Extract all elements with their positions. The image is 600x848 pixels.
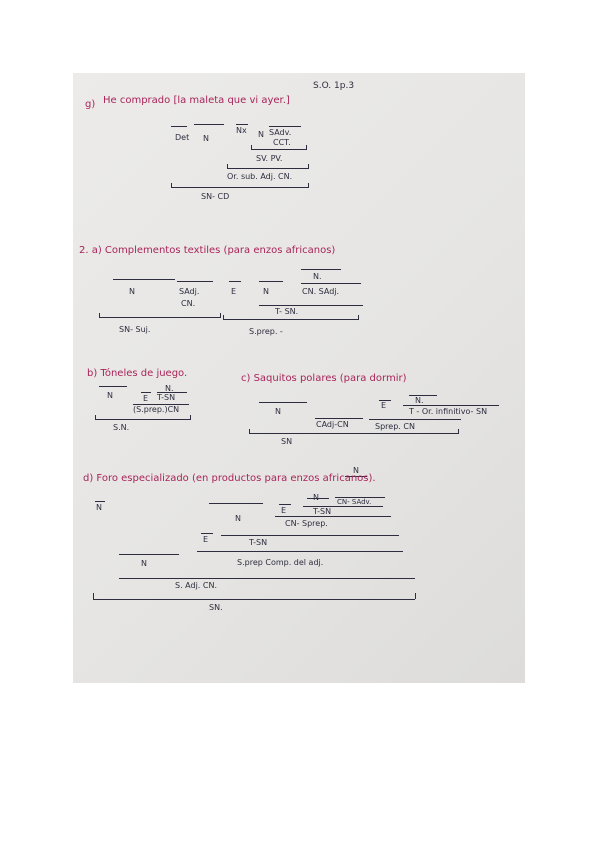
d-e1-bar (279, 504, 291, 505)
ex2-e-bar (229, 281, 241, 282)
d-sn-bar (93, 599, 415, 600)
b-spcn: (S.prep.)CN (133, 405, 180, 414)
ex2-snsuj: SN- Suj. (119, 325, 151, 334)
g-nx-bar (236, 124, 248, 125)
d-e2-bar (201, 533, 213, 534)
d-e2: E (203, 535, 209, 544)
g-n2: N (258, 130, 264, 139)
ex2-snsuj-bracket (99, 313, 221, 318)
d-n-sub-bar (307, 498, 329, 499)
ex2-cn: CN. (181, 299, 196, 308)
c-sn: SN (281, 437, 293, 446)
d-tsn1: T-SN (313, 507, 332, 516)
d-n-low: N (141, 559, 147, 568)
g-n-bar (194, 124, 224, 125)
d-tsn2-bar (221, 535, 399, 536)
g-orsub-bracket (227, 164, 309, 169)
g-n: N (203, 134, 209, 143)
g-sadv: SAdv. (269, 128, 292, 137)
c-sprepcn: Sprep. CN (375, 422, 415, 431)
ex2-cnsadj-bar (301, 283, 361, 284)
b-e-bar (141, 392, 151, 393)
d-cnsadj: CN- SAdv. (337, 498, 372, 506)
ex2-cnsadj: CN. SAdj. (302, 287, 340, 296)
b-e: E (143, 394, 149, 403)
ex2-n2: N (263, 287, 269, 296)
d-cnsprep-bar (275, 516, 391, 517)
ex2-n1-bar (113, 279, 175, 280)
g-sv: SV. PV. (256, 154, 283, 163)
d-sprepcomp: S.prep Comp. del adj. (237, 558, 324, 567)
d-sn-tick-right (415, 593, 416, 599)
c-e: E (381, 401, 387, 410)
d-n-left: N (96, 503, 102, 512)
g-orsub: Or. sub. Adj. CN. (227, 172, 293, 181)
g-nx: Nx (236, 126, 247, 135)
g-sncd: SN- CD (201, 192, 230, 201)
d-sprepcomp-bar (197, 551, 403, 552)
g-sv-bracket (251, 145, 307, 150)
d-n-sub: N (313, 493, 319, 502)
d-heading: d) Foro especializado (en productos para enzos africanos). (83, 473, 376, 484)
b-sn-bracket (95, 415, 191, 420)
g-sentence: He comprado [la maleta que vi ayer.] (103, 95, 290, 106)
c-heading: c) Saquitos polares (para dormir) (241, 373, 407, 384)
c-cadjcn: CAdj-CN (316, 420, 349, 429)
ex2-sadj-bar (177, 281, 213, 282)
b-n2: N. (165, 384, 174, 393)
g-sncd-bracket (171, 183, 309, 188)
d-badj: S. Adj. CN. (175, 581, 217, 590)
g-det: Det (175, 133, 190, 142)
ex2-sprep: S.prep. - (249, 327, 283, 336)
b-tsn: T-SN (157, 393, 176, 402)
g-det-bar (171, 126, 187, 127)
ex2-tsn: T- SN. (275, 307, 299, 316)
b-heading: b) Tóneles de juego. (87, 368, 188, 379)
g-sadv-bar (269, 126, 301, 127)
ex2-nsub-bar (301, 269, 341, 270)
c-n2: N. (415, 396, 424, 405)
header-code: S.O. 1p.3 (313, 81, 355, 91)
ex2-nsub: N. (313, 272, 322, 281)
d-n-top: N (353, 466, 359, 475)
ex2-n2-bar (259, 281, 283, 282)
b-sn: S.N. (113, 423, 130, 432)
b-n: N (107, 391, 113, 400)
ex2-n1: N (129, 287, 135, 296)
d-cnsprep: CN- Sprep. (285, 519, 328, 528)
ex2-e: E (231, 287, 237, 296)
g-cct: CCT. (273, 138, 291, 147)
ex2-tsn-bar (259, 305, 363, 306)
notebook-sheet (73, 73, 525, 683)
d-e1: E (281, 506, 287, 515)
ex2-sadj: SAdj. (179, 287, 200, 296)
d-badj-bar (119, 578, 415, 579)
b-n-bar (99, 386, 127, 387)
g-label: g) (85, 99, 96, 110)
d-n-low-bar (119, 554, 179, 555)
c-n: N (275, 407, 281, 416)
c-tor: T - Or. infinitivo- SN (409, 407, 488, 416)
d-n-left-bar (95, 501, 105, 502)
c-sn-bracket (249, 429, 459, 434)
c-cadjcn-bar (315, 418, 363, 419)
ex2-sprep-bracket (223, 315, 359, 320)
c-sprepcn-bar (369, 419, 461, 420)
c-tor-bar (403, 405, 499, 406)
d-sn: SN. (209, 603, 223, 612)
ex2-heading: 2. a) Complementos textiles (para enzos africanos) (79, 245, 336, 256)
d-tsn2: T-SN (249, 538, 268, 547)
d-n-mid: N (235, 514, 241, 523)
c-n-bar (259, 402, 307, 403)
d-n-mid-bar (209, 503, 263, 504)
